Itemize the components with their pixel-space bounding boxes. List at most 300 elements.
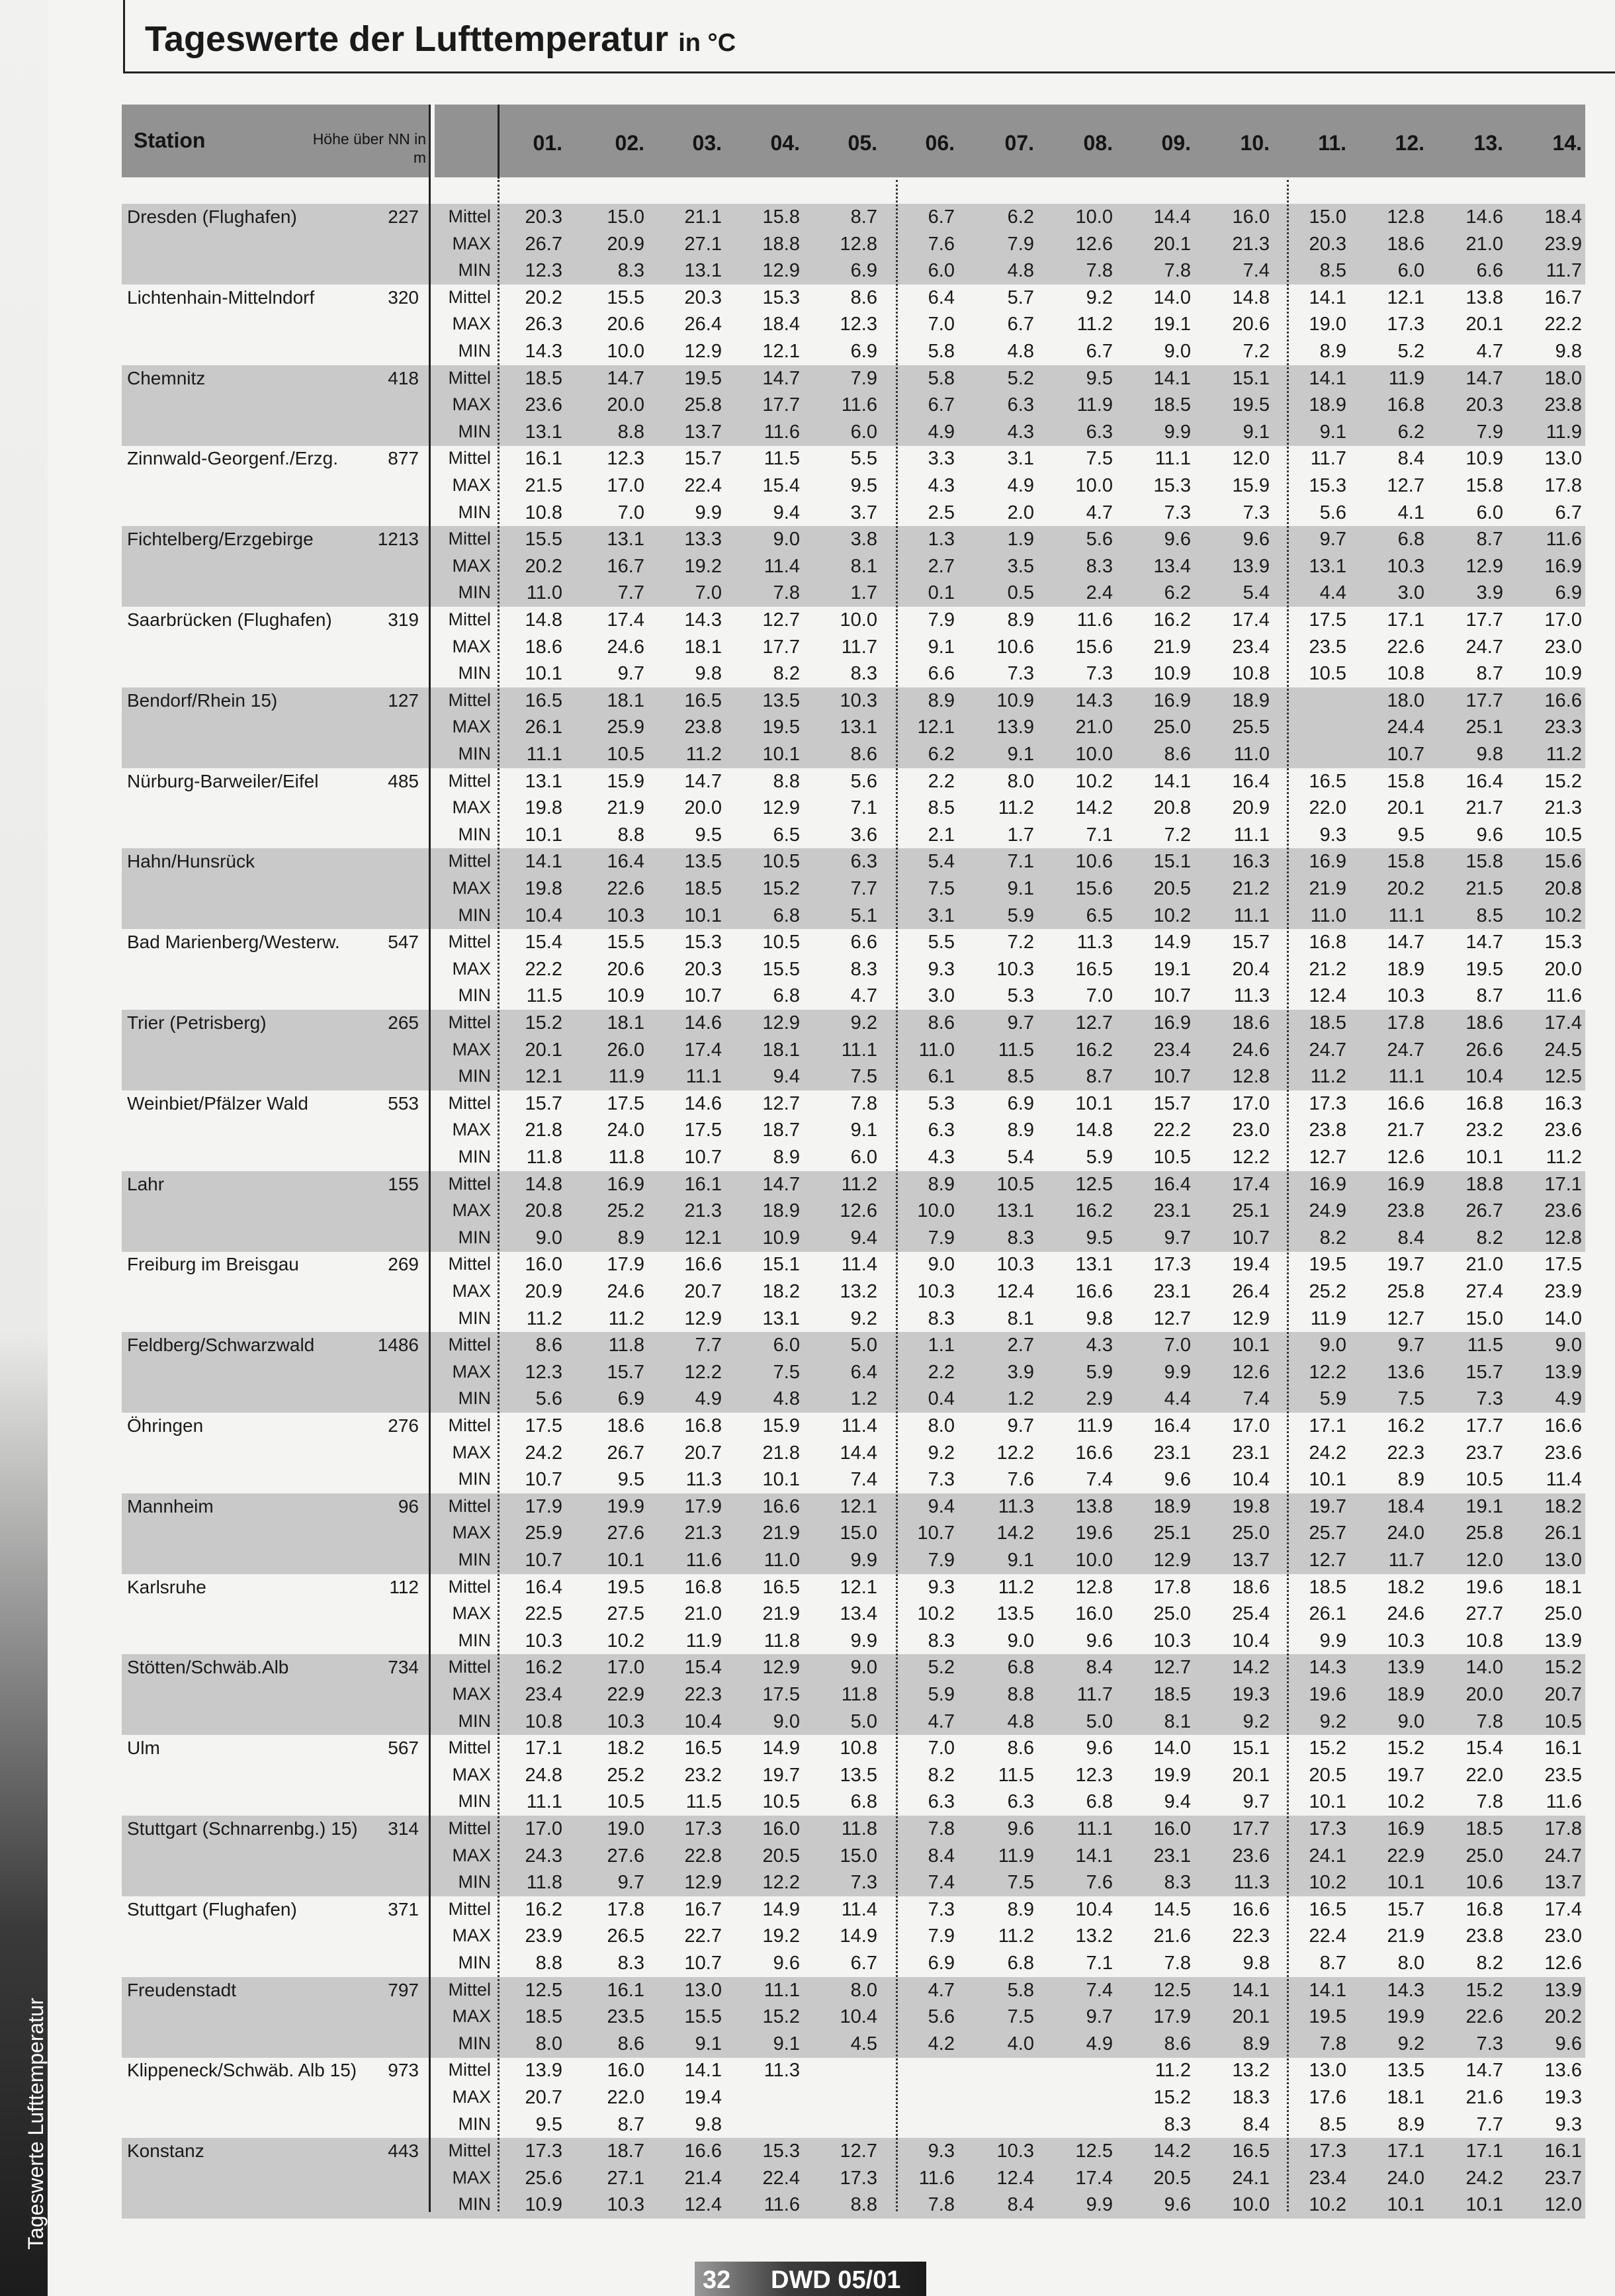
table-cell: 7.5: [1397, 1388, 1424, 1410]
table-cell: 10.8: [525, 502, 562, 523]
table-cell: 24.1: [1232, 2167, 1270, 2189]
station-height: 797: [388, 1979, 419, 2000]
table-cell: 12.7: [762, 609, 800, 631]
table-cell: 11.4: [841, 1254, 877, 1276]
table-cell: 8.5: [928, 797, 955, 819]
table-cell: 13.0: [1309, 2060, 1346, 2082]
table-cell: 8.6: [850, 287, 877, 308]
table-cell: 12.1: [525, 1066, 562, 1088]
table-cell: 18.9: [1387, 958, 1424, 980]
table-cell: 23.5: [607, 2006, 644, 2028]
table-cell: 24.2: [525, 1442, 562, 1464]
table-cell: 18.2: [762, 1281, 800, 1302]
table-cell: 13.7: [1232, 1550, 1270, 1571]
table-cell: 7.5: [773, 1361, 800, 1383]
table-cell: 16.7: [607, 555, 644, 577]
table-cell: 16.9: [1387, 1173, 1424, 1195]
table-cell: 8.0: [1007, 770, 1034, 792]
table-cell: 11.1: [1076, 1818, 1113, 1839]
table-cell: 7.4: [928, 1872, 955, 1894]
table-cell: 7.9: [928, 1925, 955, 1947]
table-cell: 5.6: [928, 2006, 955, 2028]
table-cell: 3.9: [1007, 1361, 1034, 1383]
header-hoehe: Höhe über NN in m: [312, 130, 426, 166]
table-cell: 17.1: [525, 1738, 562, 1759]
table-cell: 15.7: [1153, 1092, 1191, 1114]
table-cell: 4.0: [1007, 2033, 1034, 2054]
table-cell: 27.6: [607, 1523, 644, 1544]
row-label: MAX: [452, 314, 491, 334]
table-cell: 4.7: [850, 985, 877, 1007]
table-cell: 11.8: [608, 1335, 644, 1356]
row-label: MAX: [452, 1200, 491, 1221]
table-cell: 24.0: [607, 1120, 644, 1141]
table-cell: 8.9: [617, 1227, 644, 1249]
table-cell: 10.9: [762, 1227, 800, 1249]
table-cell: 17.3: [1309, 1092, 1346, 1114]
table-cell: 6.5: [773, 824, 800, 846]
table-cell: 11.9: [1546, 421, 1582, 443]
table-cell: 8.9: [928, 689, 955, 711]
table-cell: 9.0: [1319, 1335, 1346, 1356]
column-separator: [1287, 180, 1289, 2211]
table-cell: 12.8: [1544, 1227, 1582, 1249]
table-cell: 13.5: [840, 1764, 877, 1786]
row-label: Mittel: [448, 609, 491, 629]
table-cell: 6.0: [773, 1335, 800, 1356]
table-cell: 18.0: [1544, 367, 1582, 389]
table-cell: 10.5: [762, 932, 800, 953]
table-cell: 22.9: [1387, 1845, 1424, 1867]
table-cell: 15.7: [684, 448, 722, 470]
table-cell: 11.6: [841, 394, 877, 416]
row-label: MIN: [458, 582, 491, 603]
row-label: Mittel: [448, 448, 491, 468]
table-cell: 8.7: [1476, 985, 1503, 1007]
table-cell: 14.7: [1465, 2060, 1503, 2082]
table-cell: 12.9: [762, 797, 800, 819]
table-cell: 16.6: [684, 1254, 722, 1276]
station-height: 1486: [377, 1335, 419, 1356]
table-cell: 14.3: [1309, 1657, 1346, 1679]
table-cell: 7.7: [617, 582, 644, 604]
table-cell: 23.6: [1544, 1442, 1582, 1464]
table-cell: 6.8: [1086, 1791, 1113, 1813]
table-cell: 8.9: [1007, 1120, 1034, 1141]
table-cell: 12.4: [1309, 985, 1346, 1007]
table-cell: 15.0: [607, 206, 644, 228]
table-cell: 6.7: [850, 1953, 877, 1974]
table-cell: 13.1: [762, 1307, 800, 1329]
table-cell: 7.8: [1164, 1953, 1191, 1974]
station-height: 112: [389, 1576, 419, 1597]
table-cell: 26.7: [1465, 1200, 1503, 1222]
row-label: Mittel: [448, 1495, 491, 1516]
table-cell: 21.0: [1465, 1254, 1503, 1276]
station-name: Chemnitz: [127, 367, 206, 388]
table-cell: 18.1: [1544, 1576, 1582, 1598]
table-cell: 16.9: [1544, 555, 1582, 577]
table-cell: 10.3: [840, 689, 877, 711]
table-cell: 2.2: [928, 770, 955, 792]
table-cell: 8.1: [1007, 1307, 1034, 1329]
table-cell: 10.0: [1075, 475, 1113, 496]
table-cell: 4.3: [928, 475, 955, 496]
table-cell: 9.7: [1319, 529, 1346, 551]
table-cell: 12.6: [1075, 233, 1113, 255]
table-cell: 10.4: [1075, 1898, 1113, 1920]
table-cell: 7.6: [928, 233, 955, 255]
table-cell: 23.8: [1309, 1120, 1346, 1141]
table-cell: 9.4: [1164, 1791, 1191, 1813]
station-height: 553: [388, 1092, 419, 1114]
table-cell: 25.0: [1544, 1603, 1582, 1625]
table-cell: 7.0: [617, 502, 644, 523]
table-cell: 4.8: [773, 1388, 800, 1410]
table-cell: 26.4: [684, 314, 722, 335]
row-label: MIN: [458, 1710, 491, 1731]
table-cell: 24.6: [607, 1281, 644, 1302]
table-cell: 12.9: [1153, 1550, 1191, 1571]
table-cell: 8.9: [1397, 1469, 1424, 1491]
table-cell: 6.0: [1397, 260, 1424, 282]
table-cell: 20.1: [1387, 797, 1424, 819]
table-cell: 14.1: [1309, 287, 1346, 308]
table-cell: 11.0: [918, 1039, 955, 1061]
table-cell: 18.8: [1465, 1173, 1503, 1195]
table-cell: 6.0: [850, 421, 877, 443]
table-cell: 11.2: [998, 797, 1034, 819]
table-cell: 10.0: [840, 609, 877, 631]
table-cell: 22.6: [607, 878, 644, 899]
table-cell: 9.4: [773, 502, 800, 523]
table-cell: 9.6: [1476, 824, 1503, 846]
table-cell: 18.5: [1153, 394, 1191, 416]
table-cell: 25.2: [1309, 1281, 1346, 1302]
table-cell: 9.7: [617, 1872, 644, 1894]
table-cell: 20.8: [1544, 878, 1582, 899]
station-height: 547: [388, 932, 419, 953]
table-cell: 8.8: [617, 421, 644, 443]
table-cell: 23.8: [1544, 394, 1582, 416]
table-cell: 8.4: [928, 1845, 955, 1867]
table-cell: 14.1: [1232, 1979, 1270, 2001]
table-cell: 8.7: [1476, 663, 1503, 685]
table-cell: 5.6: [1319, 502, 1346, 523]
station-height: 485: [388, 770, 419, 791]
table-cell: 23.9: [1544, 233, 1582, 255]
table-cell: 13.1: [996, 1200, 1034, 1222]
row-label: MAX: [452, 1925, 491, 1946]
table-cell: 11.2: [526, 1307, 562, 1329]
table-cell: 12.8: [1387, 206, 1424, 228]
table-cell: 14.7: [1465, 367, 1503, 389]
table-cell: 2.2: [928, 1361, 955, 1383]
table-cell: 3.6: [850, 824, 877, 846]
row-label: Mittel: [448, 851, 491, 871]
table-cell: 9.8: [695, 663, 722, 685]
table-cell: 17.0: [525, 1818, 562, 1839]
row-label: MAX: [452, 1361, 491, 1382]
table-cell: 15.8: [1465, 475, 1503, 496]
table-cell: 10.2: [1153, 905, 1191, 926]
table-cell: 12.9: [684, 341, 722, 362]
table-cell: 7.0: [928, 314, 955, 335]
table-cell: 19.4: [1232, 1254, 1270, 1276]
table-cell: 11.8: [764, 1630, 800, 1652]
table-cell: 7.3: [1476, 1388, 1503, 1410]
table-cell: 21.4: [684, 2167, 722, 2189]
table-cell: 26.6: [1465, 1039, 1503, 1061]
table-cell: 13.1: [525, 770, 562, 792]
table-cell: 19.7: [762, 1764, 800, 1786]
table-cell: 14.2: [1153, 2141, 1191, 2162]
table-cell: 10.4: [840, 2006, 877, 2028]
table-cell: 10.2: [1387, 1791, 1424, 1813]
table-cell: 7.1: [1007, 851, 1034, 873]
table-cell: 9.0: [773, 529, 800, 551]
table-cell: 17.8: [1544, 1818, 1582, 1839]
row-label: MAX: [452, 2087, 491, 2107]
table-cell: 25.0: [1153, 717, 1191, 738]
row-label: MIN: [458, 1388, 491, 1409]
row-label: Mittel: [448, 1092, 491, 1113]
table-cell: 6.9: [1555, 582, 1582, 604]
table-cell: 18.9: [1153, 1495, 1191, 1517]
table-cell: 11.2: [608, 1307, 644, 1329]
table-cell: 25.8: [1387, 1281, 1424, 1302]
table-cell: 12.4: [996, 1281, 1034, 1302]
table-cell: 7.3: [1007, 663, 1034, 685]
table-cell: 21.1: [684, 206, 722, 228]
table-cell: 10.3: [607, 905, 644, 926]
table-cell: 8.2: [1319, 1227, 1346, 1249]
table-cell: 18.2: [607, 1738, 644, 1759]
table-cell: 10.0: [1075, 1550, 1113, 1571]
table-cell: 20.0: [684, 797, 722, 819]
table-cell: 10.2: [917, 1603, 955, 1625]
table-cell: 15.9: [1232, 475, 1270, 496]
table-cell: 9.2: [850, 1012, 877, 1034]
table-cell: 19.5: [1309, 2006, 1346, 2028]
table-cell: 11.6: [764, 2194, 800, 2216]
table-cell: 8.6: [1164, 2033, 1191, 2054]
row-label: MIN: [458, 1630, 491, 1650]
table-cell: 16.8: [684, 1415, 722, 1436]
table-cell: 3.1: [1007, 448, 1034, 470]
station-height: 1213: [377, 529, 419, 550]
table-cell: 16.5: [525, 689, 562, 711]
table-cell: 17.7: [1465, 609, 1503, 631]
table-cell: 18.5: [684, 878, 722, 899]
table-cell: 11.4: [1546, 1469, 1582, 1491]
table-cell: 18.2: [1544, 1495, 1582, 1517]
table-cell: 11.5: [526, 985, 562, 1007]
table-cell: 10.3: [1387, 1630, 1424, 1652]
row-label: MIN: [458, 663, 491, 684]
table-cell: 23.8: [1465, 1925, 1503, 1947]
table-cell: 15.9: [762, 1415, 800, 1436]
table-cell: 15.7: [1387, 1898, 1424, 1920]
table-cell: 18.3: [1232, 2087, 1270, 2108]
table-cell: 12.1: [917, 717, 955, 738]
table-cell: 9.5: [695, 824, 722, 846]
header-day: 14.: [1552, 131, 1582, 155]
row-label: MAX: [452, 2167, 491, 2187]
table-cell: 22.0: [1309, 797, 1346, 819]
table-cell: 14.0: [1465, 1657, 1503, 1679]
table-cell: 16.4: [525, 1576, 562, 1598]
table-cell: 10.4: [1232, 1630, 1270, 1652]
table-cell: 7.0: [1086, 985, 1113, 1007]
table-cell: 9.6: [1164, 1469, 1191, 1491]
station-name: Hahn/Hunsrück: [127, 851, 255, 872]
table-cell: 25.7: [1309, 1523, 1346, 1544]
table-cell: 11.1: [1233, 824, 1270, 846]
table-cell: 10.1: [762, 744, 800, 765]
table-cell: 23.9: [1544, 1281, 1582, 1302]
table-cell: 9.7: [1164, 1227, 1191, 1249]
table-cell: 17.6: [1309, 2087, 1346, 2108]
table-cell: 19.9: [1153, 1764, 1191, 1786]
table-cell: 6.2: [928, 744, 955, 765]
table-cell: 18.9: [1387, 1684, 1424, 1705]
table-cell: 10.5: [1544, 1710, 1582, 1732]
table-cell: 15.2: [525, 1012, 562, 1034]
table-cell: 22.8: [684, 1845, 722, 1867]
header-day: 05.: [848, 131, 877, 155]
station-name: Öhringen: [127, 1415, 204, 1436]
table-cell: 13.5: [996, 1603, 1034, 1625]
table-cell: 18.6: [1232, 1012, 1270, 1034]
page-title-unit: in °C: [678, 29, 736, 57]
table-cell: 23.1: [1232, 1442, 1270, 1464]
table-cell: 23.8: [1387, 1200, 1424, 1222]
table-cell: 20.0: [1465, 1684, 1503, 1705]
table-cell: 25.9: [525, 1523, 562, 1544]
table-cell: 24.2: [1465, 2167, 1503, 2189]
table-cell: 16.6: [1075, 1281, 1113, 1302]
station-name: Stuttgart (Schnarrenbg.) 15): [127, 1818, 358, 1839]
table-cell: 23.4: [1153, 1039, 1191, 1061]
table-cell: 10.1: [1465, 1147, 1503, 1168]
table-cell: 19.8: [1232, 1495, 1270, 1517]
table-cell: 16.1: [1544, 1738, 1582, 1759]
table-cell: 9.9: [1319, 1630, 1346, 1652]
table-cell: 6.6: [928, 663, 955, 685]
table-cell: 16.8: [684, 1576, 722, 1598]
table-cell: 3.0: [1397, 582, 1424, 604]
table-cell: 17.8: [607, 1898, 644, 1920]
table-cell: 2.0: [1007, 502, 1034, 523]
station-name: Stötten/Schwäb.Alb: [127, 1657, 289, 1678]
table-cell: 8.6: [1007, 1738, 1034, 1759]
table-cell: 11.2: [1076, 314, 1113, 335]
table-cell: 5.2: [928, 1657, 955, 1679]
table-cell: 11.8: [608, 1147, 644, 1168]
table-cell: 3.7: [850, 502, 877, 523]
table-cell: 9.0: [1397, 1710, 1424, 1732]
table-cell: 9.5: [1086, 1227, 1113, 1249]
station-height: 973: [388, 2060, 419, 2081]
table-cell: 9.0: [928, 1254, 955, 1276]
table-cell: 14.8: [1232, 287, 1270, 308]
table-cell: 5.9: [1007, 905, 1034, 926]
table-cell: 10.2: [1075, 770, 1113, 792]
table-cell: 23.3: [1544, 717, 1582, 738]
table-cell: 9.8: [1476, 744, 1503, 765]
table-cell: 21.0: [684, 1603, 722, 1625]
table-cell: 10.7: [684, 1147, 722, 1168]
table-cell: 18.6: [525, 636, 562, 658]
table-cell: 13.9: [1544, 1361, 1582, 1383]
table-cell: 10.4: [1232, 1469, 1270, 1491]
table-cell: 18.6: [607, 1415, 644, 1436]
table-cell: 14.2: [996, 1523, 1034, 1544]
table-cell: 14.1: [1309, 1979, 1346, 2001]
table-cell: 15.0: [840, 1523, 877, 1544]
table-cell: 13.1: [1309, 555, 1346, 577]
table-cell: 20.2: [1387, 878, 1424, 899]
table-cell: 11.0: [764, 1550, 800, 1571]
row-label: MAX: [452, 878, 491, 898]
table-cell: 8.3: [850, 958, 877, 980]
table-cell: 22.3: [1387, 1442, 1424, 1464]
table-cell: 20.1: [1153, 233, 1191, 255]
table-cell: 5.2: [1007, 367, 1034, 389]
table-cell: 17.7: [762, 394, 800, 416]
table-cell: 6.2: [1164, 582, 1191, 604]
table-cell: 15.4: [762, 475, 800, 496]
table-cell: 10.1: [1075, 1092, 1113, 1114]
table-cell: 8.7: [1086, 1066, 1113, 1088]
table-cell: 7.3: [1164, 502, 1191, 523]
table-cell: 15.5: [525, 529, 562, 551]
table-cell: 20.2: [1544, 2006, 1582, 2028]
table-cell: 10.3: [1153, 1630, 1191, 1652]
row-label: MIN: [458, 502, 491, 522]
table-cell: 20.3: [1309, 233, 1346, 255]
table-cell: 15.9: [607, 770, 644, 792]
table-cell: 14.3: [684, 609, 722, 631]
row-label: MAX: [452, 1039, 491, 1059]
table-cell: 22.7: [684, 1925, 722, 1947]
row-label: MIN: [458, 1066, 491, 1086]
table-cell: 10.3: [525, 1630, 562, 1652]
table-cell: 1.2: [1007, 1388, 1034, 1410]
table-cell: 8.3: [928, 1630, 955, 1652]
table-cell: 8.2: [928, 1764, 955, 1786]
table-cell: 17.7: [1465, 689, 1503, 711]
table-cell: 9.2: [1086, 287, 1113, 308]
table-cell: 8.3: [928, 1307, 955, 1329]
table-cell: 8.5: [1319, 260, 1346, 282]
table-cell: 12.0: [1232, 448, 1270, 470]
table-cell: 9.9: [695, 502, 722, 523]
station-name: Dresden (Flughafen): [127, 206, 297, 227]
table-cell: 19.8: [525, 878, 562, 899]
table-cell: 16.9: [1153, 1012, 1191, 1034]
table-cell: 11.2: [1310, 1066, 1346, 1088]
table-cell: 16.0: [1153, 1818, 1191, 1839]
table-cell: 22.4: [1309, 1925, 1346, 1947]
row-label: Mittel: [448, 1576, 491, 1597]
station-height: 269: [388, 1254, 419, 1275]
column-separator: [498, 105, 500, 179]
table-cell: 24.2: [1309, 1442, 1346, 1464]
table-cell: 7.0: [1164, 1335, 1191, 1356]
table-cell: 25.1: [1232, 1200, 1270, 1222]
